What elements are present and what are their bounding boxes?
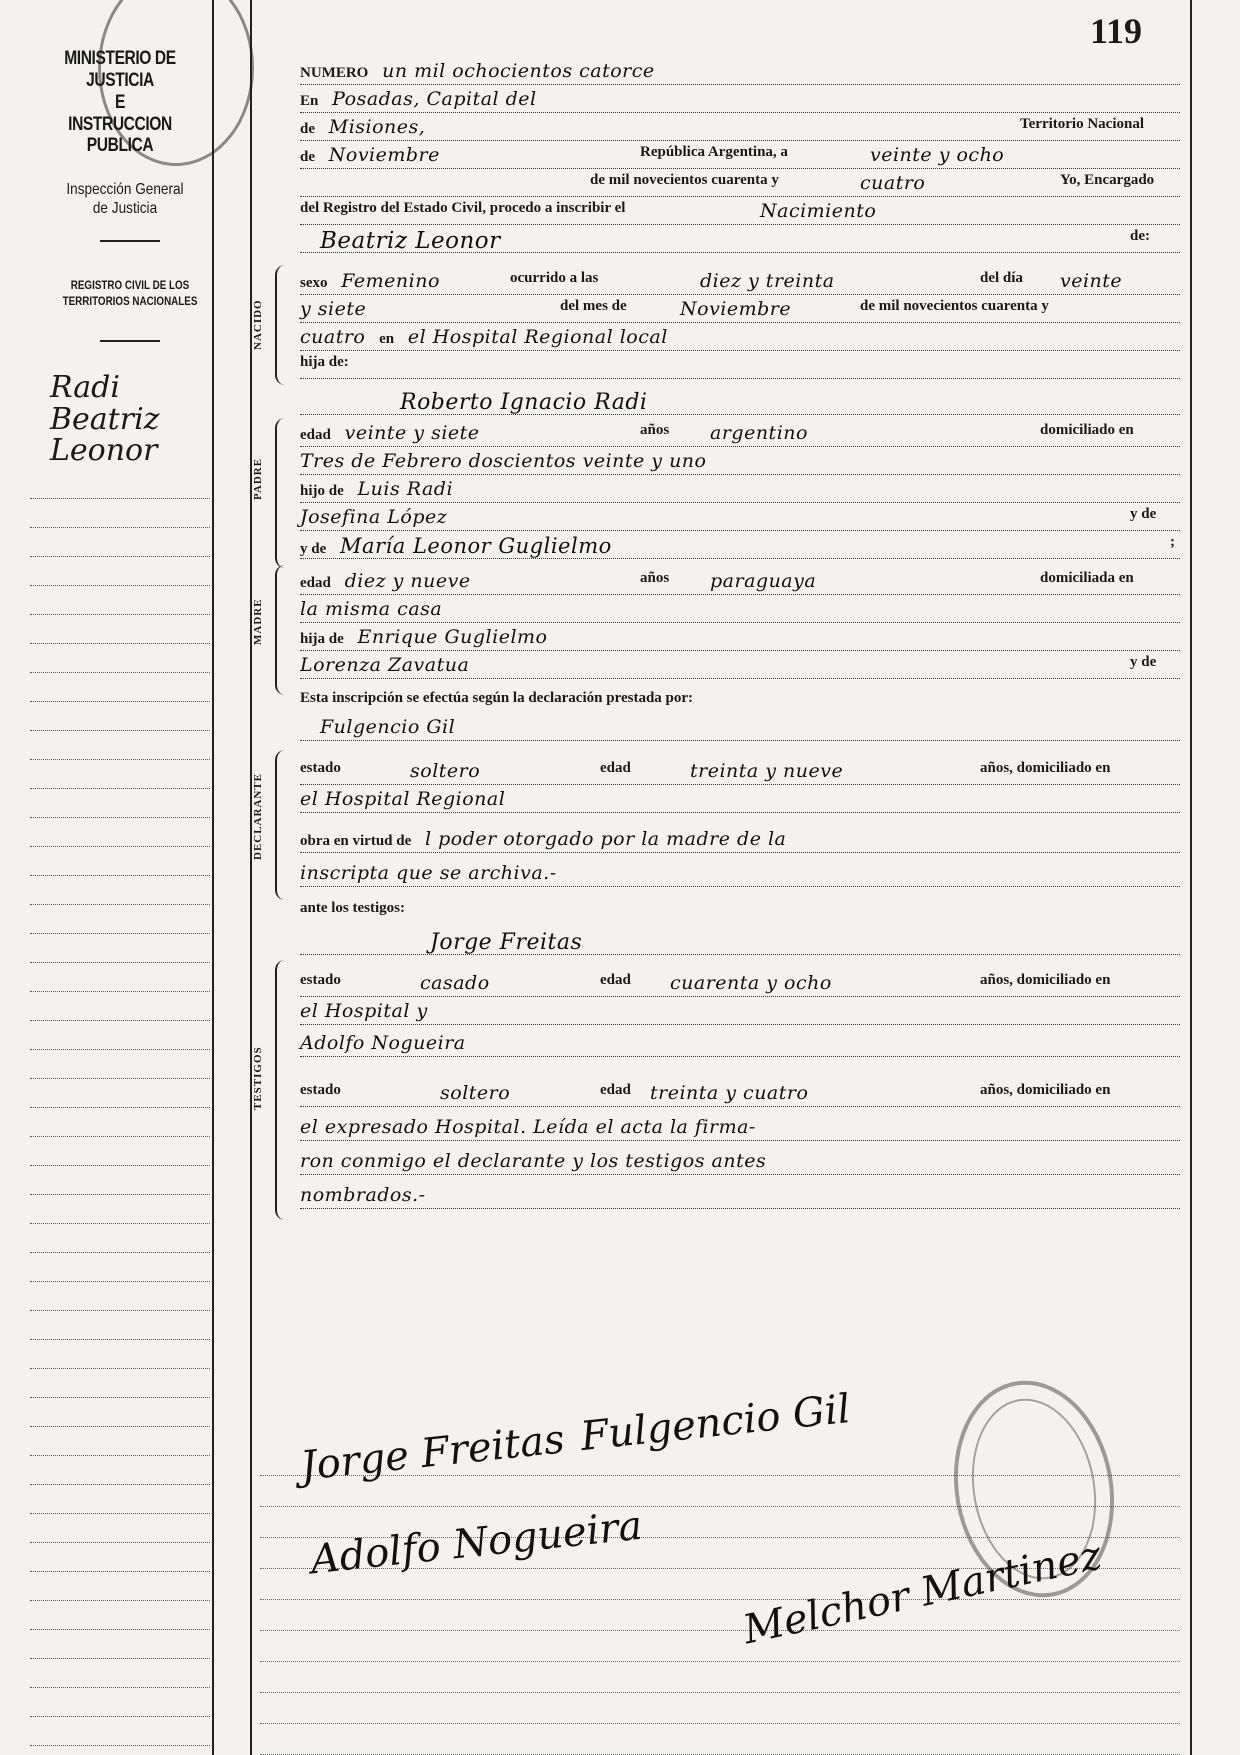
nacido-label: NACIDO <box>252 299 264 350</box>
divider <box>100 240 160 242</box>
declarante-label: DECLARANTE <box>252 772 264 860</box>
declaracion-intro-row: Esta inscripción se efectúa según la declaración prestada por: <box>300 690 694 706</box>
testigos-label: TESTIGOS <box>252 1046 264 1110</box>
nacido-brace <box>275 265 289 385</box>
testigo1-estado-row: estado casado edad cuarenta y ocho años, domiciliado en <box>300 972 1180 997</box>
padre-madre-row: Josefina López y de <box>300 506 1180 531</box>
territorio-row: de Misiones, Territorio Nacional <box>300 116 1180 141</box>
madre-domicilio-row: la misma casa <box>300 598 1180 623</box>
padre-label: PADRE <box>252 457 264 500</box>
madre-nombre-row: y de María Leonor Guglielmo ; <box>300 534 1180 559</box>
declarante-domicilio-row: el Hospital Regional <box>300 788 1180 813</box>
signature-declarante: Fulgencio Gil <box>578 1385 853 1461</box>
madre-edad-row: edad diez y nueve años paraguaya domiciliada en <box>300 570 1180 595</box>
declarante-nombre-row: Fulgencio Gil <box>300 716 1180 741</box>
testigo2-nombre-row: Adolfo Nogueira <box>300 1032 1180 1057</box>
inspeccion-label: Inspección General de Justicia <box>66 181 184 218</box>
cierre-row-2: nombrados.- <box>300 1184 1180 1209</box>
divider <box>100 340 160 342</box>
madre-madre-row: Lorenza Zavatua y de <box>300 654 1180 679</box>
ministry-header: MINISTERIO DE JUSTICIA E INSTRUCCION PUBLICA <box>64 48 176 157</box>
testigo1-nombre-row: Jorge Freitas <box>300 930 1180 955</box>
madre-hija-de-row: hija de Enrique Guglielmo <box>300 626 1180 651</box>
padre-hijo-de-row: hijo de Luis Radi <box>300 478 1180 503</box>
registro-label: REGISTRO CIVIL DE LOS TERRITORIOS NACIONALES <box>62 278 198 309</box>
cierre-row-1: ron conmigo el declarante y los testigos antes <box>300 1150 1180 1175</box>
anio-row: de mil novecientos cuarenta y cuatro Yo, Encargado <box>300 172 1180 197</box>
padre-brace <box>275 418 289 568</box>
nombre-row: Beatriz Leonor de: <box>300 228 1180 253</box>
padre-nombre-row: Roberto Ignacio Radi <box>300 390 1180 415</box>
testigo1-domicilio-row: el Hospital y <box>300 1000 1180 1025</box>
margin-inscribed-name: Radi Beatriz Leonor <box>50 370 160 468</box>
lugar-row: En Posadas, Capital del <box>300 88 1180 113</box>
hija-row: hija de: <box>300 354 1180 379</box>
numero-row: NUMERO un mil ochocientos catorce <box>300 60 1180 85</box>
folio-number: 119 <box>1090 11 1143 51</box>
padre-domicilio-row: Tres de Febrero doscientos veinte y uno <box>300 450 1180 475</box>
fecha-row: de Noviembre República Argentina, a veinte y ocho <box>300 144 1180 169</box>
margin-column <box>0 0 212 1755</box>
registro-row: del Registro del Estado Civil, procedo a inscribir el Nacimiento <box>300 200 1180 225</box>
declarante-obra2-row: inscripta que se archiva.- <box>300 862 1180 887</box>
padre-edad-row: edad veinte y siete años argentino domiciliado en <box>300 422 1180 447</box>
signature-testigo-2: Adolfo Nogueira <box>308 1502 645 1584</box>
mes-row: y siete del mes de Noviembre de mil novecientos cuarenta y <box>300 298 1180 323</box>
madre-label: MADRE <box>252 598 264 645</box>
signature-encargado: Melchor Martinez <box>739 1532 1106 1654</box>
signature-testigo-1: Jorge Freitas <box>298 1416 567 1490</box>
testigo2-domicilio-row: el expresado Hospital. Leída el acta la firma- <box>300 1116 1180 1141</box>
margin-rule <box>250 0 252 1755</box>
declarante-obra-row: obra en virtud de l poder otorgado por la madre de la <box>300 828 1180 853</box>
sexo-row: sexo Femenino ocurrido a las diez y treinta del día veinte <box>300 270 1180 295</box>
margin-rule <box>212 0 214 1755</box>
margin-ruled-lines <box>30 470 210 1746</box>
testigos-intro-row: ante los testigos: <box>300 900 405 916</box>
lugar-nacimiento-row: cuatro en el Hospital Regional local <box>300 326 1180 351</box>
testigos-brace <box>275 960 289 1220</box>
declarante-estado-row: estado soltero edad treinta y nueve años, domiciliado en <box>300 760 1180 785</box>
testigo2-estado-row: estado soltero edad treinta y cuatro años, domiciliado en <box>300 1082 1180 1107</box>
declarante-brace <box>275 750 289 900</box>
page-edge-rule <box>1190 0 1192 1755</box>
madre-brace <box>275 565 289 695</box>
